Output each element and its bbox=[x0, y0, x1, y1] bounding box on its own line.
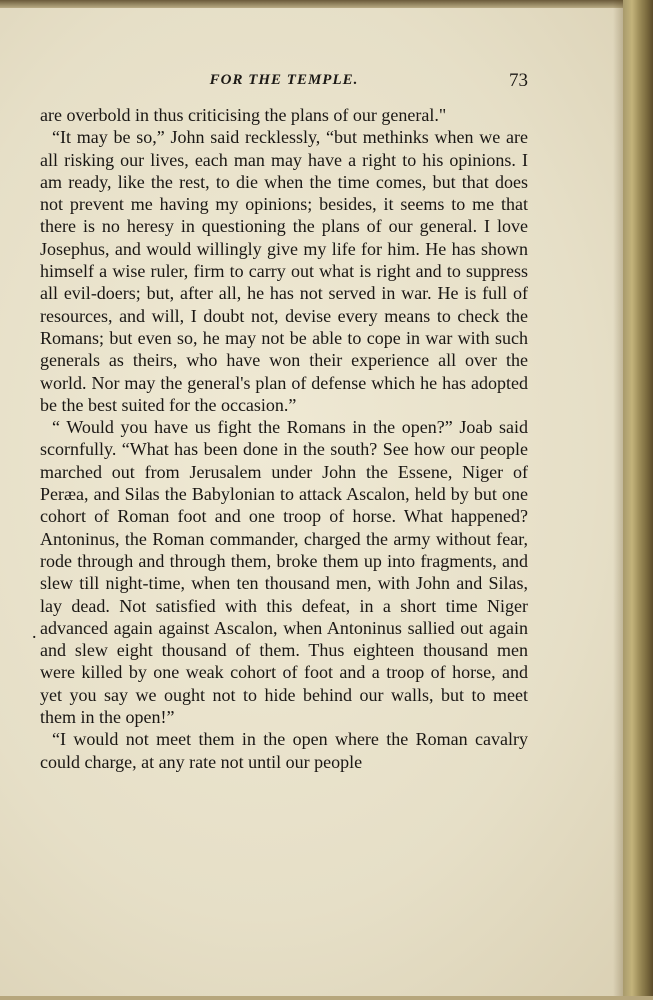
paragraph-2: “It may be so,” John said recklessly, “but methinks when we are all risking our lives, each man may have a right to his opinions. I am ready, like the rest, to die when the time comes, but that does not prevent me having my opinions; besides, it seems to me that there is no heresy in questioning the plans of our general. I love Josephus, and would willingly give my life for him. He has shown himself a wise ruler, firm to carry out what is right and to suppress all evil-doers; but, after all, he has not served in war. He is full of resources, and will, I doubt not, devise every means to check the Romans; but even so, he may not be able to cope in war with such generals as theirs, who have won their experience all over the world. Nor may the general's plan of defense which he has adopted be the best suited for the occasion.” bbox=[40, 127, 528, 415]
margin-mark: . bbox=[32, 622, 37, 642]
page-header bbox=[40, 70, 528, 96]
paragraph-3: “ Would you have us fight the Romans in the open?” Joab said scornfully. “What has been done in the south? See how our people marched out from Jerusalem under John the Essene, Niger of Peræa, and Silas the Babylonian to attack Ascalon, held by but one cohort of Roman foot and one troop of horse. What happened? Antoninus, the Roman commander, charged the army without fear, rode through and through them, broke them up into fragments, and slew till night-time, when ten thousand men, with John and Silas, lay dead. Not satisfied with this defeat, in a short time Niger advanced again against Ascalon, when Antoninus sallied out again and slew eight thousand of them. Thus eighteen thousand men were killed by one weak cohort of foot and a troop of horse, and yet you say we ought not to hide behind our walls, but to meet them in the open!” bbox=[40, 417, 528, 728]
gutter-shadow bbox=[613, 0, 623, 1000]
page-top-edge bbox=[0, 0, 653, 8]
book-spine-edge bbox=[623, 0, 653, 1000]
running-head: FOR THE TEMPLE. bbox=[209, 72, 359, 88]
page-number: 73 bbox=[509, 70, 528, 91]
paragraph-4: “I would not meet them in the open where the Roman cavalry could charge, at any rate not until our people bbox=[40, 729, 528, 772]
paragraph-1: are overbold in thus criticising the plans of our general." bbox=[40, 105, 447, 125]
page-bottom-edge bbox=[0, 996, 653, 1000]
body-text bbox=[40, 104, 528, 773]
